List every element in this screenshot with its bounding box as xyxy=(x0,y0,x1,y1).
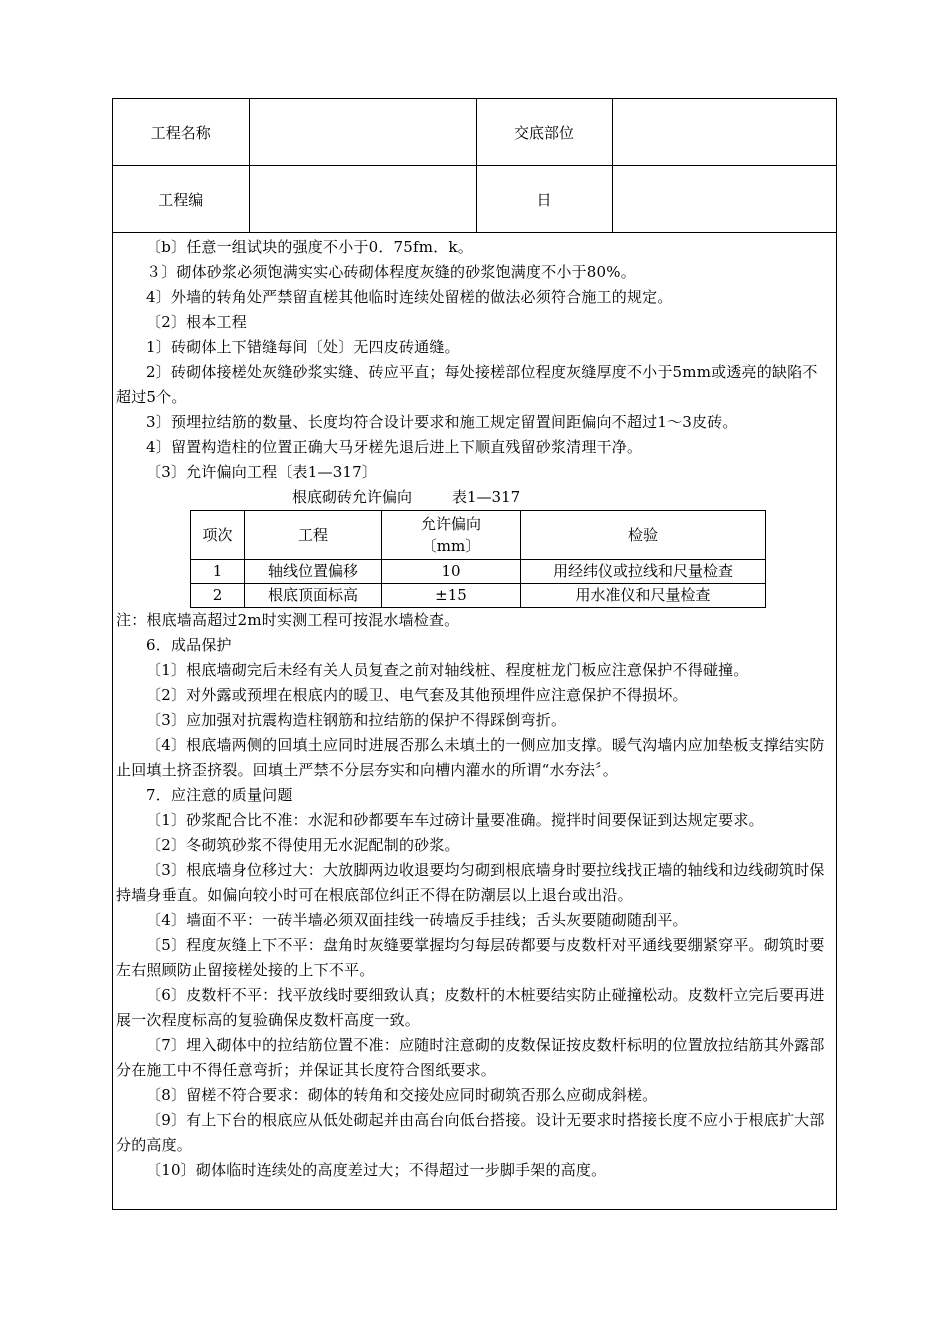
table-note: 注：根底墙高超过2m时实测工程可按混水墙检查。 xyxy=(116,611,460,629)
header-table xyxy=(113,99,836,233)
table-cell: 用水准仪和尺量检查 xyxy=(521,584,766,608)
column-header: 检验 xyxy=(521,511,766,560)
paragraph: 〔4〕根底墙两侧的回填土应同时进展否那么未填土的一侧应加支撑。暖气沟墙内应加垫板支撑结实防止回填土挤歪挤裂。回填土严禁不分层夯实和向槽内灌水的所谓“水夯法〞。 xyxy=(116,736,825,779)
table-cell: 10 xyxy=(382,560,521,584)
section-heading: 7．应注意的质量问题 xyxy=(146,786,293,804)
section-heading: 〔3〕允许偏向工程〔表1—317〕 xyxy=(146,463,378,481)
section-heading: 〔2〕根本工程 xyxy=(146,313,247,331)
tolerance-table xyxy=(190,510,766,608)
column-header: 工程 xyxy=(245,511,382,560)
table-cell: ±15 xyxy=(382,584,521,608)
tolerance-table-header xyxy=(191,511,766,560)
project-name-value xyxy=(249,99,476,166)
paragraph: 〔10〕砌体临时连续处的高度差过大；不得超过一步脚手架的高度。 xyxy=(146,1161,607,1179)
paragraph: 〔3〕应加强对抗震构造柱钢筋和拉结筋的保护不得踩倒弯折。 xyxy=(146,711,567,729)
paragraph: 〔b〕任意一组试块的强度不小于0．75fm．k。 xyxy=(146,238,473,256)
table-row xyxy=(191,584,766,608)
paragraph: 〔3〕根底墙身位移过大：大放脚两边收退要均匀砌到根底墙身时要拉线找正墙的轴线和边线砌筑时保持墙身垂直。如偏向较小时可在根底部位纠正不得在防潮层以上退台或出沿。 xyxy=(116,861,825,904)
paragraph: 3〕预埋拉结筋的数量、长度均符合设计要求和施工规定留置间距偏向不超过1～3皮砖。 xyxy=(146,413,738,431)
table-caption xyxy=(116,485,830,510)
header-row-2 xyxy=(113,166,836,233)
header-row-1 xyxy=(113,99,836,166)
paragraph: ３〕砌体砂浆必须饱满实实心砖砌体程度灰缝的砂浆饱满度不小于80%。 xyxy=(146,263,636,281)
paragraph: 〔1〕砂浆配合比不准：水泥和砂都要车车过磅计量要准确。搅拌时间要保证到达规定要求。 xyxy=(146,811,764,829)
paragraph: 〔6〕皮数杆不平：找平放线时要细致认真；皮数杆的木桩要结实防止碰撞松动。皮数杆立完后要再进展一次程度标高的复验确保皮数杆高度一致。 xyxy=(116,986,825,1029)
location-label: 交底部位 xyxy=(476,99,612,166)
section-heading: 6．成品保护 xyxy=(146,636,232,654)
table-cell: 根底顶面标高 xyxy=(245,584,382,608)
paragraph: 〔5〕程度灰缝上下不平：盘角时灰缝要掌握均匀每层砖都要与皮数杆对平通线要绷紧穿平。砌筑时要左右照顾防止留接槎处接的上下不平。 xyxy=(116,936,825,979)
column-header-line: 〔mm〕 xyxy=(421,537,481,555)
column-header xyxy=(382,511,521,560)
date-label: 日 xyxy=(476,166,612,233)
paragraph: 〔2〕对外露或预埋在根底内的暖卫、电气套及其他预埋件应注意保护不得损坏。 xyxy=(146,686,688,704)
table-cell: 轴线位置偏移 xyxy=(245,560,382,584)
date-value xyxy=(612,166,836,233)
paragraph: 〔2〕冬砌筑砂浆不得使用无水泥配制的砂浆。 xyxy=(146,836,460,854)
table-cell: 用经纬仪或拉线和尺量检查 xyxy=(521,560,766,584)
project-name-label: 工程名称 xyxy=(113,99,249,166)
location-value xyxy=(612,99,836,166)
paragraph: 2〕砖砌体接槎处灰缝砂浆实缝、砖应平直；每处接槎部位程度灰缝厚度不小于5mm或透亮的缺陷不超过5个。 xyxy=(116,363,818,406)
table-row xyxy=(191,560,766,584)
project-no-label: 工程编 xyxy=(113,166,249,233)
paragraph: 〔4〕墙面不平：一砖半墙必须双面挂线一砖墙反手挂线；舌头灰要随砌随刮平。 xyxy=(146,911,688,929)
document-frame xyxy=(112,98,837,1210)
paragraph: 4〕外墙的转角处严禁留直槎其他临时连续处留槎的做法必须符合施工的规定。 xyxy=(146,288,673,306)
paragraph: 1〕砖砌体上下错缝每间〔处〕无四皮砖通缝。 xyxy=(146,338,460,356)
paragraph: 4〕留置构造柱的位置正确大马牙槎先退后进上下顺直残留砂浆清理干净。 xyxy=(146,438,643,456)
paragraph: 〔7〕埋入砌体中的拉结筋位置不准：应随时注意砌的皮数保证按皮数杆标明的位置放拉结筋其外露部分在施工中不得任意弯折；并保证其长度符合图纸要求。 xyxy=(116,1036,825,1079)
column-header: 项次 xyxy=(191,511,245,560)
paragraph: 〔8〕留槎不符合要求：砌体的转角和交接处应同时砌筑否那么应砌成斜槎。 xyxy=(146,1086,658,1104)
table-caption-number: 表1—317 xyxy=(452,488,521,506)
project-no-value xyxy=(249,166,476,233)
content-body xyxy=(113,235,836,1183)
table-caption-title: 根底砌砖允许偏向 xyxy=(292,488,413,506)
table-cell: 2 xyxy=(191,584,245,608)
column-header-line: 允许偏向 xyxy=(420,515,481,533)
paragraph: 〔1〕根底墙砌完后未经有关人员复查之前对轴线桩、程度桩龙门板应注意保护不得碰撞。 xyxy=(146,661,749,679)
paragraph: 〔9〕有上下台的根底应从低处砌起并由高台向低台搭接。设计无要求时搭接长度不应小于根底扩大部分的高度。 xyxy=(116,1111,825,1154)
table-cell: 1 xyxy=(191,560,245,584)
